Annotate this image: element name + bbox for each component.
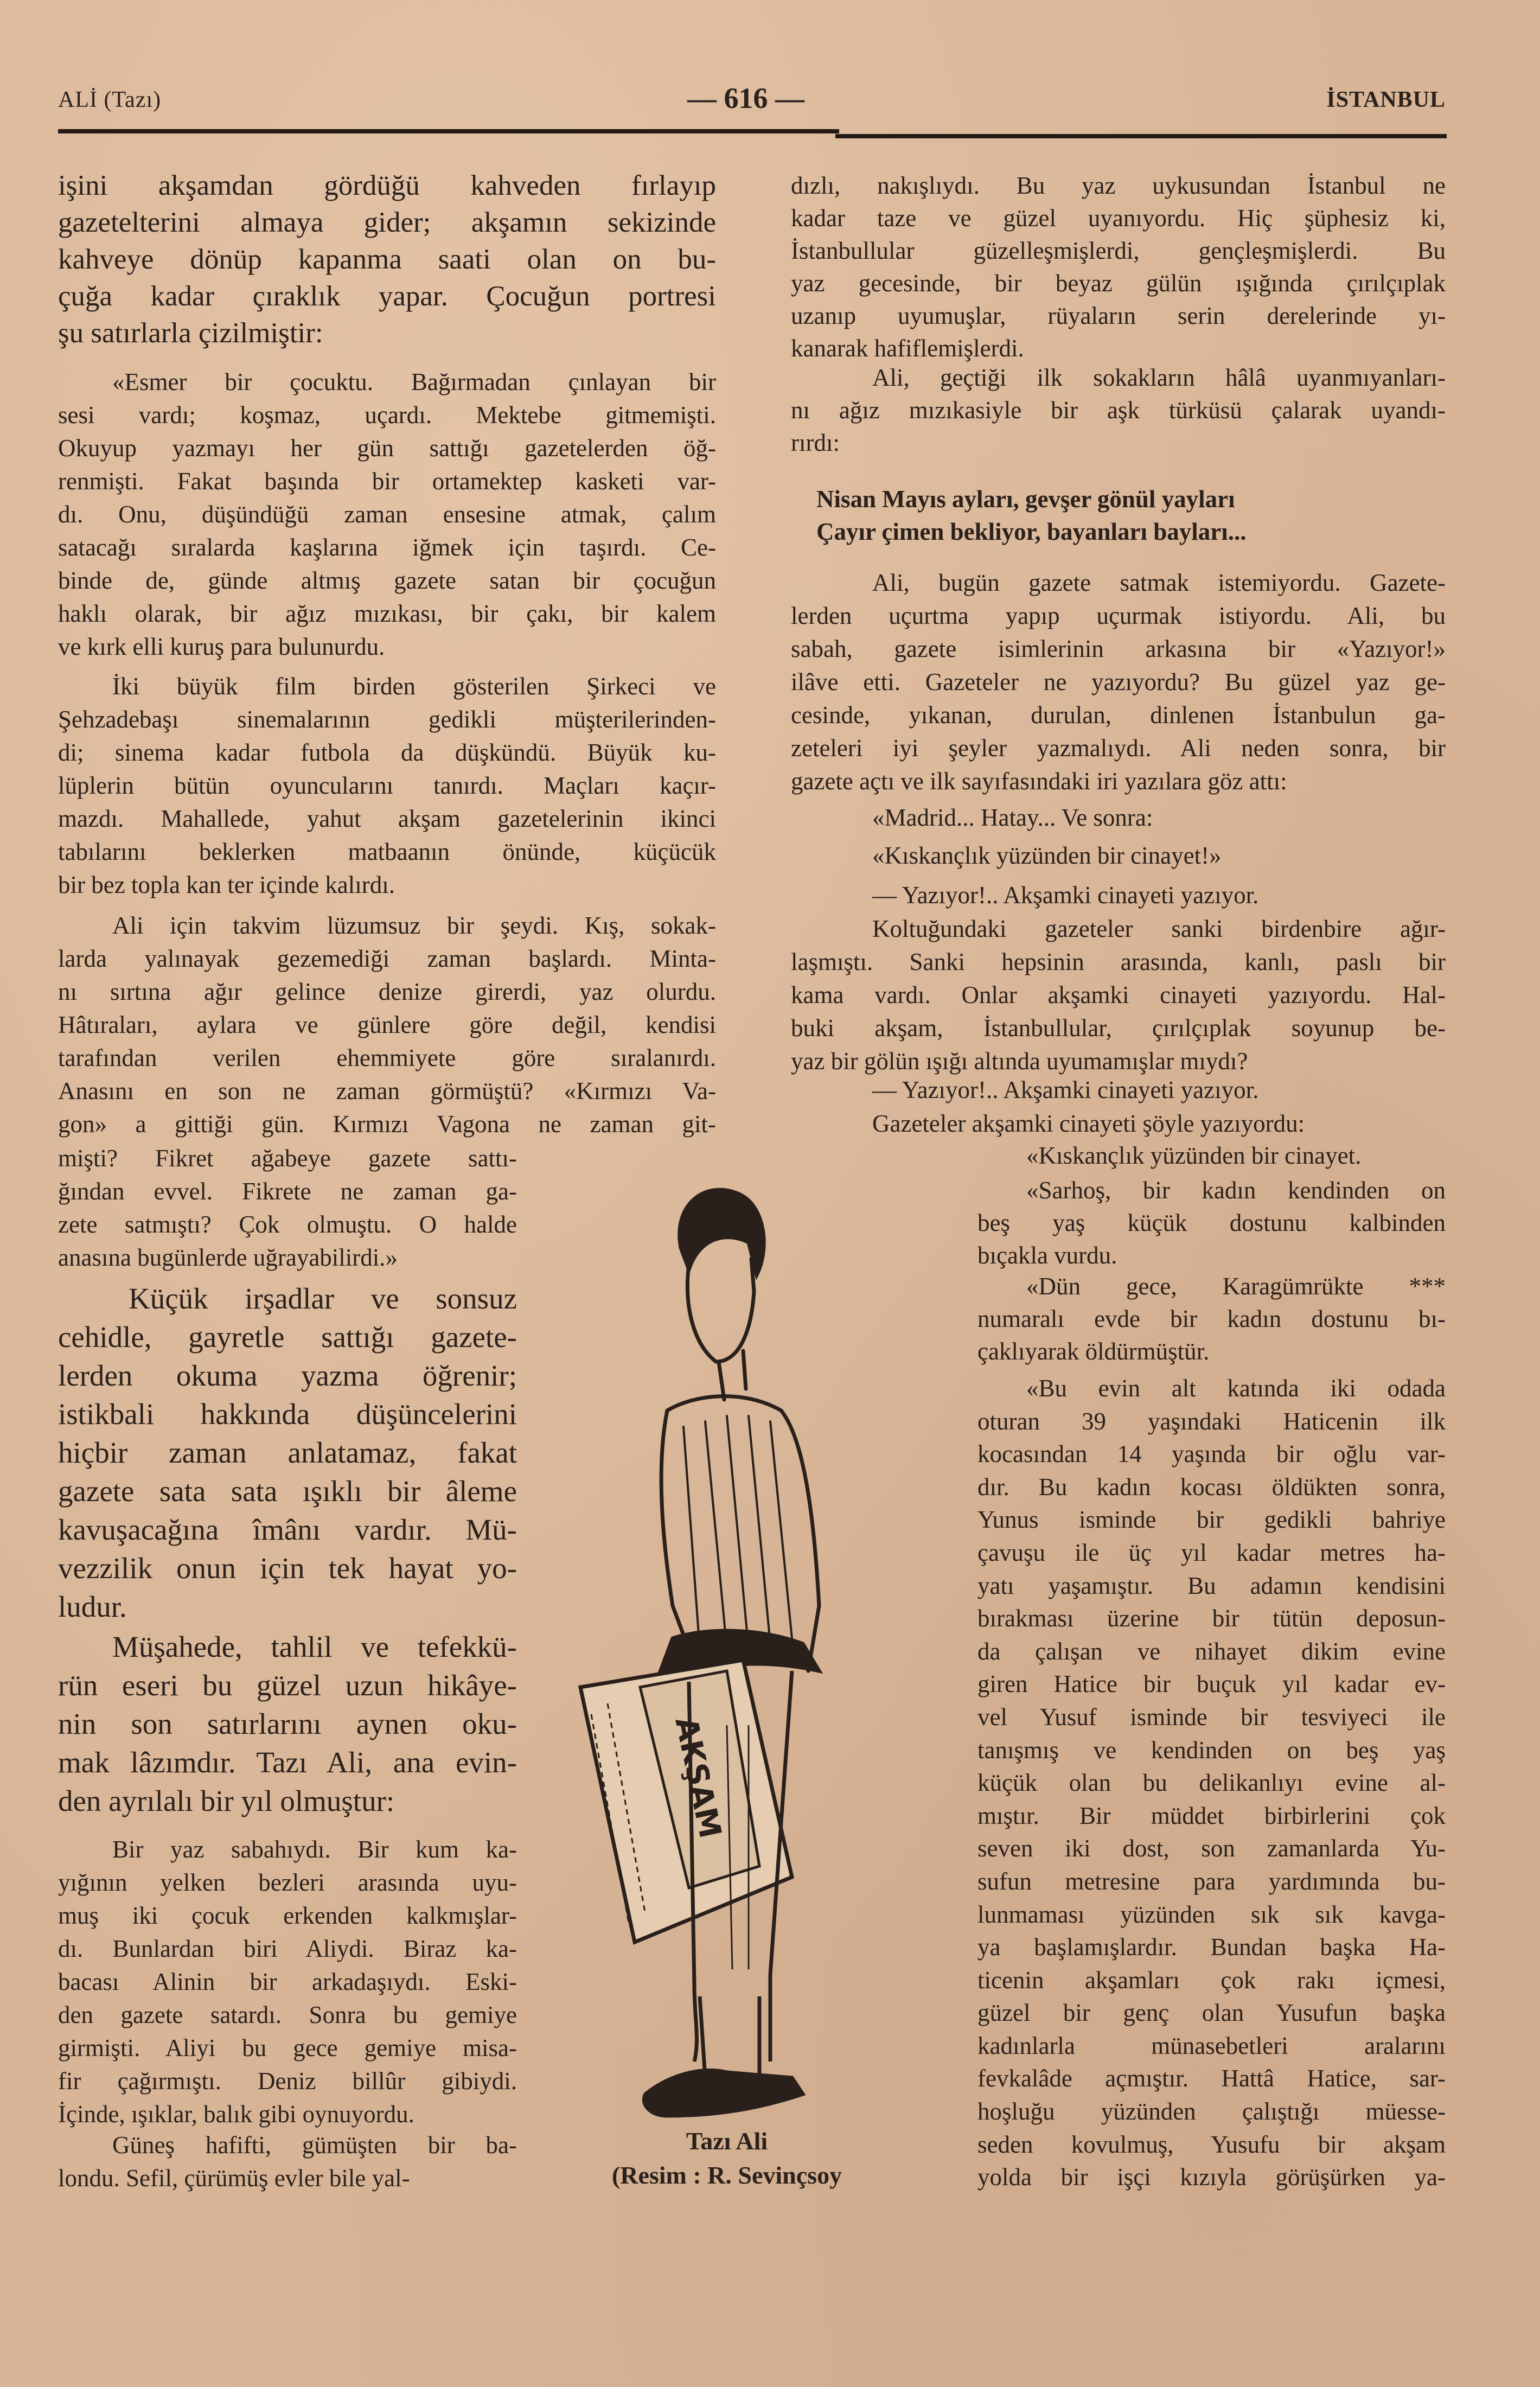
text-line: nı ağız mızıkasiyle bir aşk türküsü çalarak uyandı- [791,397,1446,424]
text-line: sesi vardı; koşmaz, uçardı. Mektebe gitmemişti. [58,401,716,429]
text-line: gazete açtı ve ilk sayıfasındaki iri yazılara göz attı: [791,768,1287,795]
text-line: gon» a gittiği gün. Kırmızı Vagona ne zaman git- [58,1110,716,1138]
text-line: dı. Bunlardan biri Aliydi. Biraz ka- [58,1935,517,1962]
text-line: cesinde, yıkanan, durulan, dinlenen İstanbulun ga- [791,701,1446,729]
text-line: mıştır. Bir müddet birbirlerini çok [977,1802,1446,1829]
text-line: ticenin akşamları çok rakı içmesi, [977,1966,1446,1994]
text-line: Anasını en son ne zaman görmüştü? «Kırmızı Va- [58,1077,716,1105]
text-line: londu. Sefil, çürümüş evler bile yal- [58,2165,410,2192]
illustration-caption-credit: (Resim : R. Sevinçsoy [611,2161,842,2189]
paragraph-portrait-quote [58,366,716,663]
text-line: ve kırk elli kuruş para bulunurdu. [58,633,385,660]
paragraph-calendar-continued [58,1142,517,1274]
text-line: İstanbullular güzelleşmişlerdi, gençleşmişlerdi. Bu [791,237,1446,264]
text-line: tabılarını beklerken matbaanın önünde, küçücük [58,838,716,865]
text-line: seden kovulmuş, Yusufu bir akşam [977,2130,1446,2158]
text-line: Nisan Mayıs ayları, gevşer gönül yayları [816,486,1235,513]
text-line: den gazete satardı. Sonra bu gemiye [58,2001,517,2028]
running-title: ALİ (Tazı) [58,87,162,112]
text-line: dır. Bu kadın kocası öldükten sonra, [977,1473,1446,1501]
line-writing-1 [791,879,1446,912]
text-line: tanışmış ve kendinden on beş yaş [977,1736,1446,1764]
text-line: işini akşamdan gördüğü kahveden fırlayıp [58,170,716,201]
text-line: laşmıştı. Sanki hepsinin arasında, kanlı, paslı bir [791,948,1446,975]
text-line: gazete sata sata ışıklı bir âleme [58,1475,517,1508]
text-line: bacası Alinin bir arkadaşıydı. Eski- [58,1968,517,1995]
newspaper-bundle [580,1660,792,1942]
news-headline [977,1139,1446,1172]
text-line: yolda bir işçi kızıyla görüşürken ya- [977,2163,1446,2191]
text-line: kanarak hafiflemişlerdi. [791,335,1024,362]
text-line: bırakması üzerine bir tütün deposun- [977,1605,1446,1632]
magazine-name: İSTANBUL [1326,87,1446,112]
page-number: — 616 — [687,82,804,114]
text-line: rün eseri bu güzel uzun hikâye- [58,1669,517,1702]
text-line: çuğa kadar çıraklık yapar. Çocuğun portresi [58,280,716,312]
text-line: numaralı evde bir kadın dostunu bı- [977,1305,1446,1332]
text-line: oturan 39 yaşındaki Haticenin ilk [977,1407,1446,1435]
text-line: vel Yusuf isminde bir tesviyeci ile [977,1703,1446,1731]
text-line: renmişti. Fakat başında bir ortamektep kasketi var- [58,468,716,495]
text-line: fevkalâde açmıştır. Hattâ Hatice, sar- [977,2065,1446,2092]
paragraph-song-intro [791,361,1446,459]
text-line: zete satmıştı? Çok olmuştu. O halde [58,1211,517,1238]
text-line: Koltuğundaki gazeteler sanki birdenbire ağır- [872,915,1446,942]
text-line: kadar taze ve güzel uyanıyordu. Hiç şüphesiz ki, [791,205,1446,232]
text-line: kocasından 14 yaşında bir oğlu var- [977,1440,1446,1468]
newspaper-masthead: AKŞAM [668,1714,728,1842]
text-line: Ali, geçtiği ilk sokakların hâlâ uyanmıyanları- [872,364,1446,391]
text-line: giren Hatice bir buçuk yıl kadar ev- [977,1670,1446,1698]
paragraph-today [791,566,1446,798]
text-line: «Madrid... Hatay... Ve sonra: [872,804,1153,831]
text-line: yatı yaşamıştır. Bu adamın kendisini [977,1572,1446,1599]
text-line: ya başlamışlardır. Bundan başka Ha- [977,1933,1446,1961]
text-line: mişti? Fikret ağabeye gazete sattı- [58,1145,517,1172]
text-line: Çayır çimen bekliyor, bayanları bayları... [816,518,1247,545]
text-line: dı. Onu, düşündüğü zaman ensesine atmak, çalım [58,501,716,528]
header-rule-right [835,134,1447,138]
text-line: lüplerin bütün oyuncularını tanırdı. Maçları kaçır- [58,772,716,799]
paragraph-heavy [791,912,1446,1078]
text-line: mak lâzımdır. Tazı Ali, ana evin- [58,1746,517,1779]
text-line: «Kıskançlık yüzünden bir cinayet!» [872,842,1222,869]
paragraph-observation [58,1628,517,1820]
illustration-caption-title: Tazı Ali [686,2127,768,2155]
text-line: «Dün gece, Karagümrükte *** [1026,1273,1446,1300]
text-line: rırdı: [791,429,840,456]
news-drunk [977,1174,1446,1272]
text-line: da çalışan ve nihayet dikim evine [977,1637,1446,1665]
text-line: «Esmer bir çocuktu. Bağırmadan çınlayan bir [112,368,716,395]
text-line: seven iki dost, son zamanlarda Yu- [977,1835,1446,1862]
text-line: mazdı. Mahallede, yahut akşam gazetelerinin ikinci [58,805,716,832]
text-line: den ayrılalı bir yıl olmuştur: [58,1784,395,1817]
text-line: ludur. [58,1590,127,1623]
paragraph-cinema [58,670,716,902]
text-line: şu satırlarla çizilmiştir: [58,317,323,349]
line-papers [791,1107,1446,1140]
text-line: Güneş hafifti, gümüşten bir ba- [112,2131,517,2159]
text-line: Ali, bugün gazete satmak istemiyordu. Gazete- [872,569,1446,596]
news-story [977,1372,1446,2194]
text-line: hiçbir zaman anlatamaz, fakat [58,1436,517,1469]
text-line: lunmaması yüzünden sık sık kavga- [977,1900,1446,1928]
text-line: uzanıp uyumuşlar, rüyaların serin derelerinde yı- [791,302,1446,329]
text-line: tarafından verilen ehemmiyete göre sıralanırdı. [58,1044,716,1071]
text-line: binde de, günde altmış gazete satan bir çocuğun [58,567,716,594]
text-line: ğından evvel. Fikrete ne zaman ga- [58,1178,517,1205]
text-line: kama vardı. Onlar akşamki cinayeti yazıyordu. Hal- [791,981,1446,1009]
text-line: Yunus isminde bir gedikli bahriye [977,1506,1446,1534]
text-line: nin son satırlarını aynen oku- [58,1707,517,1740]
text-line: dızlı, nakışlıydı. Bu yaz uykusundan İstanbul ne [791,172,1446,199]
text-line: İçinde, ışıklar, balık gibi oynuyordu. [58,2101,414,2128]
text-line: bıçakla vurdu. [977,1242,1117,1269]
text-line: küçük olan bu delikanlıyı evine al- [977,1769,1446,1797]
text-line: İki büyük film birden gösterilen Şirkeci ve [112,673,716,700]
paragraph-advice [58,1279,517,1626]
text-line: lerden uçurtma yapıp uçurmak istiyordu. Ali, bu [791,602,1446,629]
paragraph-sun [58,2129,517,2195]
text-line: kahveye dönüp kapanma saati olan on bu- [58,244,716,275]
text-line: satacağı sıralarda kaşlarına iğmek için taşırdı. Ce- [58,534,716,561]
text-line: gazetelterini almaya gider; akşamın sekizinde [58,207,716,238]
text-line: sabah, gazete isimlerinin arkasına bir «Yazıyor!» [791,635,1446,662]
text-line: «Bu evin alt katında iki odada [1026,1375,1446,1402]
text-line: Okuyup yazmayı her gün sattığı gazetelerden öğ- [58,435,716,462]
text-line: Gazeteler akşamki cinayeti şöyle yazıyordu: [872,1110,1305,1137]
paragraph-intro [58,167,716,352]
text-line: kavuşacağına îmânı vardır. Mü- [58,1513,517,1546]
text-line: girmişti. Aliyi bu gece gemiye misa- [58,2034,517,2062]
text-line: yaz bir gölün ışığı altında uyumamışlar mıydı? [791,1048,1248,1075]
paragraph-summer [791,169,1446,365]
text-line: fir çağırmıştı. Deniz billûr gibiydi. [58,2067,517,2095]
text-line: Bir yaz sabahıydı. Bir kum ka- [112,1836,517,1863]
text-line: cehidle, gayretle sattığı gazete- [58,1320,517,1354]
text-line: ilâve etti. Gazeteler ne yazıyordu? Bu güzel yaz ge- [791,668,1446,695]
text-line: larda yalınayak gezemediği zaman başlardı. Minta- [58,945,716,972]
text-line: «Sarhoş, bir kadın kendinden on [1026,1177,1446,1204]
text-line: Müşahede, tahlil ve tefekkü- [112,1630,517,1663]
headline-jealousy [791,839,1446,872]
text-line: lerden okuma yazma öğrenir; [58,1359,517,1392]
text-line: — Yazıyor!.. Akşamki cinayeti yazıyor. [872,1076,1259,1103]
text-line: çavuşu ile üç yıl kadar metres ha- [977,1539,1446,1566]
text-line: Ali için takvim lüzumsuz bir şeydi. Kış, sokak- [112,912,716,939]
text-line: Şehzadebaşı sinemalarının gedikli müşterilerinden- [58,706,716,733]
news-last-night [977,1270,1446,1368]
text-line: vezzilik onun için tek hayat yo- [58,1552,517,1585]
text-line: haklı olarak, bir ağız mızıkası, bir çakı, bir kalem [58,600,716,627]
header-rule-left [58,129,839,133]
text-line: zeteleri iyi şeyler yazmalıydı. Ali neden sonra, bir [791,735,1446,762]
text-line: — Yazıyor!.. Akşamki cinayeti yazıyor. [872,882,1259,909]
text-line: di; sinema kadar futbola da düşkündü. Büyük ku- [58,739,716,766]
song-verse [816,483,1413,548]
text-line: çaklıyarak öldürmüştür. [977,1338,1210,1365]
text-line: yığının yelken bezleri arasında uyu- [58,1869,517,1896]
text-line: «Kıskançlık yüzünden bir cinayet. [1026,1142,1362,1169]
text-line: güzel bir genç olan Yusufun başka [977,1999,1446,2027]
text-line: hoşluğu yüzünden çalıştığı müesse- [977,2098,1446,2126]
newsboy-illustration [564,1183,890,2121]
text-line: nı sırtına ağır gelince denize girerdi, yaz olurdu. [58,978,716,1005]
text-line: beş yaş küçük dostunu kalbinden [977,1209,1446,1236]
text-line: Hâtıraları, aylara ve günlere göre değil, kendisi [58,1011,716,1038]
text-line: buki akşam, İstanbullular, çırılçıplak soyunup be- [791,1014,1446,1042]
text-line: istikbali hakkında düşüncelerini [58,1397,517,1431]
paragraph-calendar [58,909,716,1141]
text-line: bir bez topla kan ter içinde kalırdı. [58,871,395,898]
text-line: yaz gecesinde, bir beyaz gülün ışığında çırılçıplak [791,270,1446,297]
text-line: kadınlarla münasebetleri aralarını [977,2032,1446,2059]
line-writing-2 [791,1074,1446,1107]
text-line: muş iki çocuk erkenden kalkmışlar- [58,1902,517,1929]
paragraph-morning [58,1833,517,2131]
text-line: Küçük irşadlar ve sonsuz [129,1282,517,1315]
text-line: sufun metresine para yardımında bu- [977,1867,1446,1895]
headline-madrid [791,801,1446,834]
text-line: anasına bugünlerde uğrayabilirdi.» [58,1244,398,1271]
